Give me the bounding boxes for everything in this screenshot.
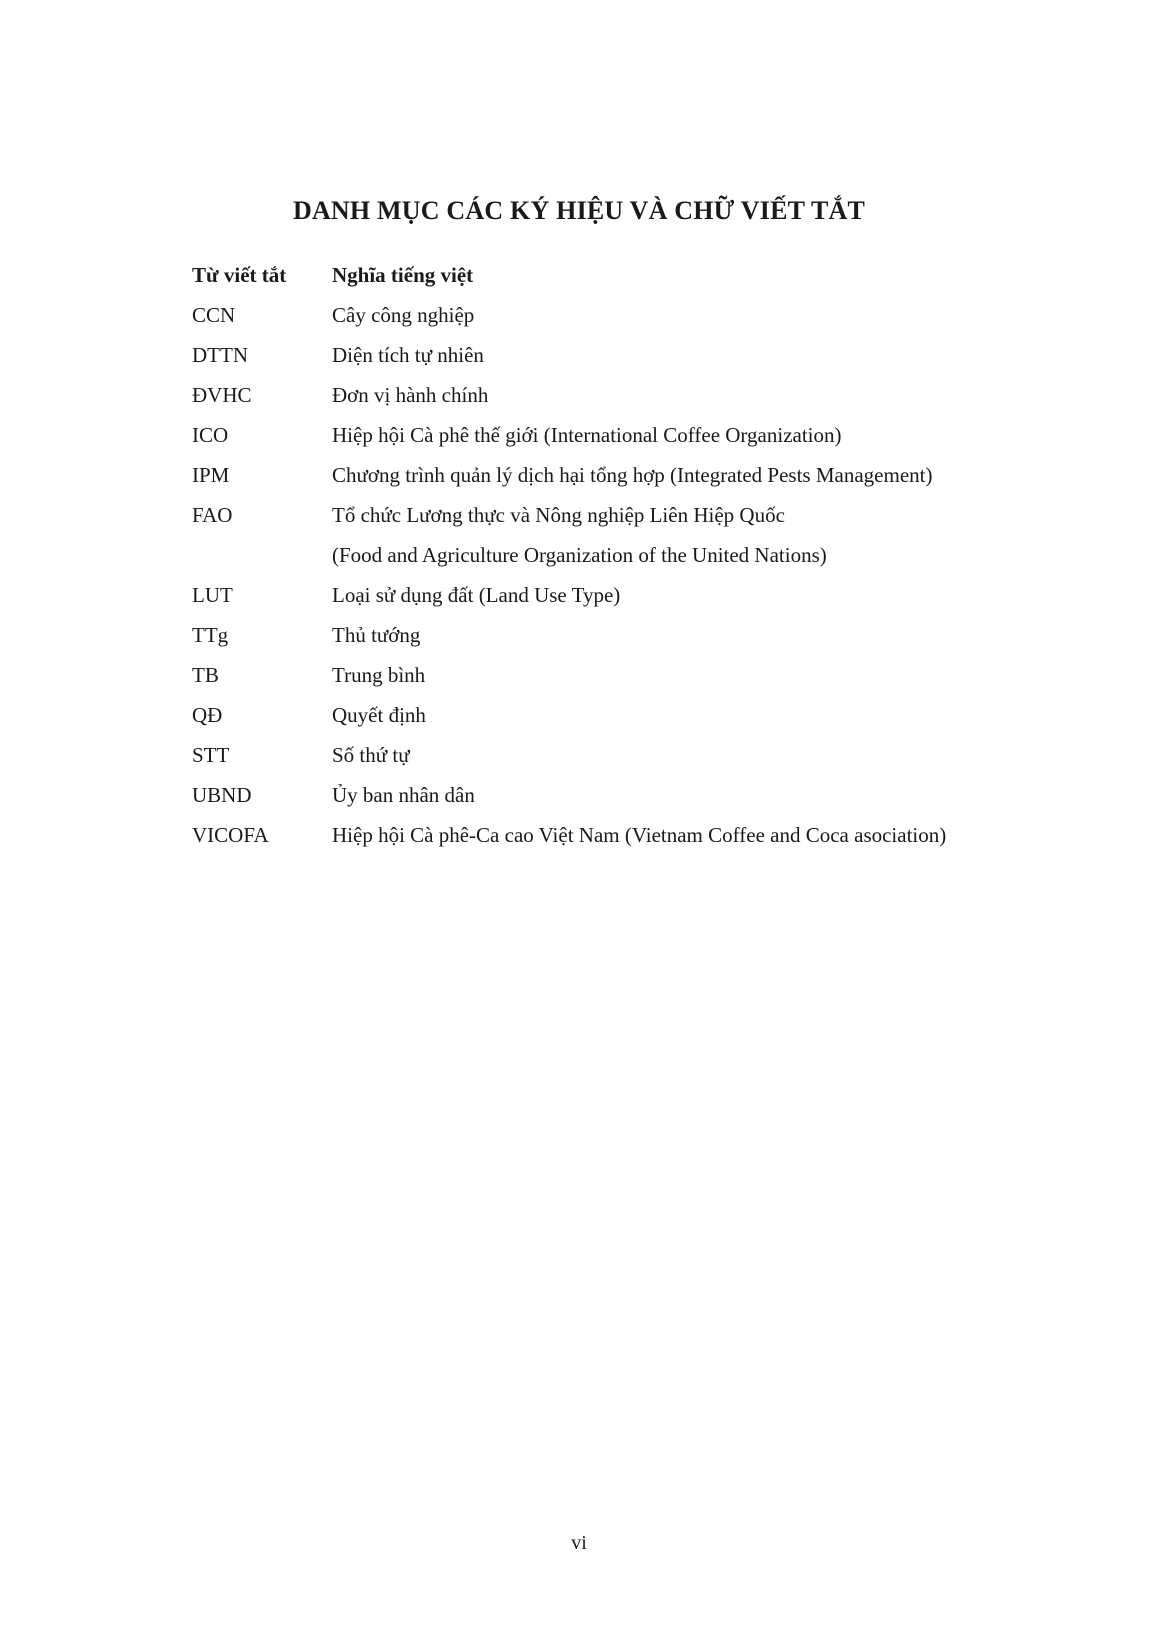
abbreviation-cell: FAO <box>192 502 233 527</box>
abbreviation-cell: DTTN <box>192 342 248 367</box>
abbreviation-cell: VICOFA <box>192 822 269 847</box>
meaning-cell: Ủy ban nhân dân <box>332 782 475 807</box>
meaning-cell: Diện tích tự nhiên <box>332 342 484 367</box>
meaning-cell: Số thứ tự <box>332 742 410 767</box>
abbreviation-cell: IPM <box>192 462 230 487</box>
table-row <box>192 695 1092 735</box>
header-meaning: Nghĩa tiếng việt <box>332 262 474 287</box>
abbreviation-cell: ĐVHC <box>192 382 252 407</box>
abbreviation-table <box>192 255 1092 855</box>
meaning-cell: Trung bình <box>332 662 426 687</box>
abbreviation-cell: QĐ <box>192 702 223 727</box>
abbreviation-cell: UBND <box>192 782 252 807</box>
table-row <box>192 615 1092 655</box>
meaning-cell: Thủ tướng <box>332 622 421 647</box>
table-row <box>192 655 1092 695</box>
meaning-cell: Tổ chức Lương thực và Nông nghiệp Liên Hiệp Quốc <box>332 502 785 527</box>
table-row <box>192 495 1092 535</box>
meaning-cell: Đơn vị hành chính <box>332 382 489 407</box>
page-title: DANH MỤC CÁC KÝ HIỆU VÀ CHỮ VIẾT TẮT <box>292 196 866 225</box>
table-row <box>192 535 1092 575</box>
page-number: vi <box>571 1532 587 1554</box>
table-row <box>192 335 1092 375</box>
abbreviation-cell: CCN <box>192 302 236 327</box>
table-row <box>192 415 1092 455</box>
table-row <box>192 375 1092 415</box>
meaning-cell: Quyết định <box>332 702 426 727</box>
meaning-cell: Loại sử dụng đất (Land Use Type) <box>332 582 621 607</box>
table-row <box>192 815 1092 855</box>
table-body <box>192 295 1092 855</box>
abbreviation-cell: STT <box>192 742 230 767</box>
table-row <box>192 295 1092 335</box>
abbreviation-cell: LUT <box>192 582 233 607</box>
table-row <box>192 575 1092 615</box>
abbreviation-cell: ICO <box>192 422 229 447</box>
meaning-cell: Chương trình quản lý dịch hại tổng hợp (Integrated Pests Management) <box>332 462 933 487</box>
meaning-cell: Hiệp hội Cà phê-Ca cao Việt Nam (Vietnam Coffee and Coca asociation) <box>332 822 947 847</box>
header-abbreviation: Từ viết tắt <box>192 262 287 287</box>
abbreviation-cell: TTg <box>192 622 229 647</box>
table-row <box>192 735 1092 775</box>
table-header-row <box>192 255 1092 295</box>
abbreviation-cell: TB <box>192 662 219 687</box>
table-row <box>192 455 1092 495</box>
abbreviation-cell <box>192 535 332 575</box>
meaning-cell: Cây công nghiệp <box>332 302 475 327</box>
meaning-cell: (Food and Agriculture Organization of the United Nations) <box>332 542 827 567</box>
meaning-cell: Hiệp hội Cà phê thế giới (International Coffee Organization) <box>332 422 842 447</box>
table-row <box>192 775 1092 815</box>
